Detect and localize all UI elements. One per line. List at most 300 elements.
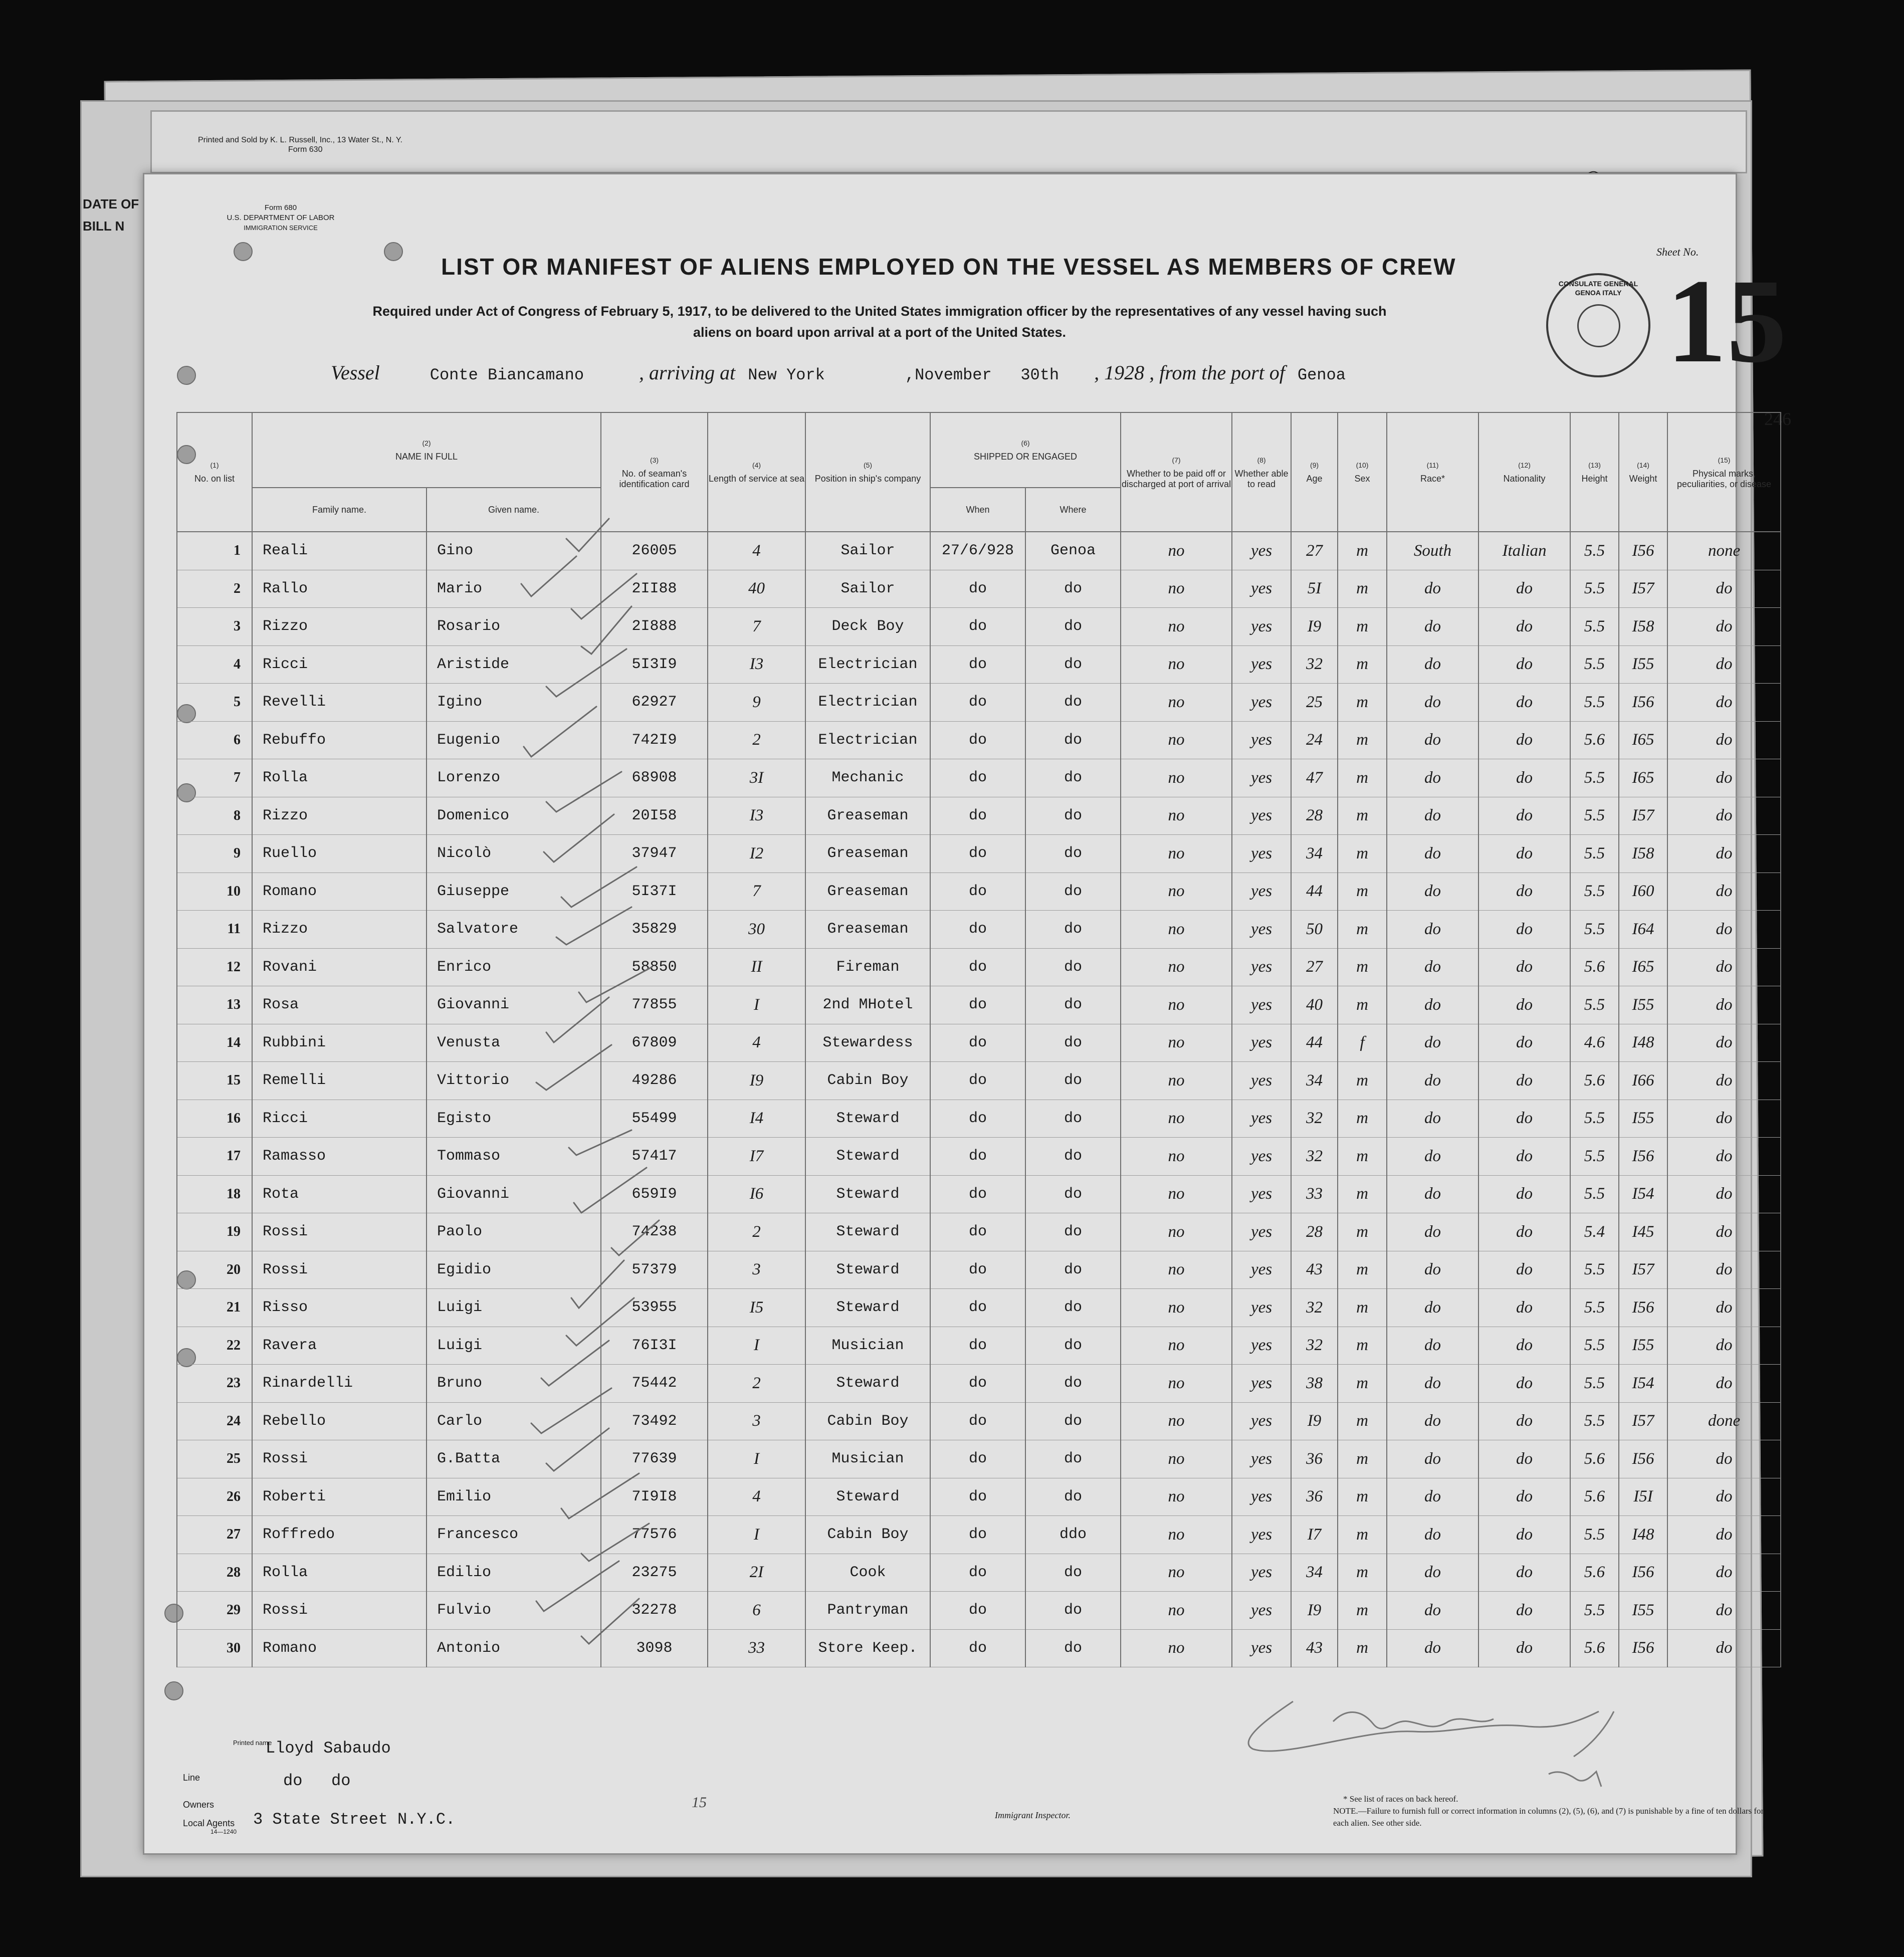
cell-where: do	[1025, 1024, 1121, 1062]
cell-position: Cabin Boy	[805, 1516, 930, 1554]
col-paid-off-header	[1121, 412, 1232, 532]
owners-value: do do	[283, 1772, 351, 1790]
cell-marks: do	[1667, 948, 1781, 986]
form-number: Form 680	[264, 203, 297, 212]
col-family-name-header: Family name.	[252, 488, 427, 532]
cell-race: do	[1387, 1365, 1478, 1403]
col-race-header	[1387, 412, 1478, 532]
cell-sex: m	[1338, 1175, 1387, 1213]
cell-paid-off: no	[1121, 873, 1232, 911]
cell-age: 32	[1291, 1289, 1338, 1327]
cell-read: yes	[1232, 1402, 1291, 1440]
cell-paid-off: no	[1121, 1592, 1232, 1630]
cell-weight: I56	[1619, 1289, 1667, 1327]
cell-given: Vittorio	[427, 1062, 601, 1100]
cell-no: 2	[177, 570, 252, 608]
cell-service: I	[708, 1516, 805, 1554]
cell-sex: m	[1338, 986, 1387, 1024]
cell-family: Rota	[252, 1175, 427, 1213]
cell-marks: do	[1667, 1629, 1781, 1667]
cell-weight: I45	[1619, 1213, 1667, 1251]
cell-card: 73492	[601, 1402, 708, 1440]
cell-when: do	[930, 570, 1025, 608]
cell-marks: do	[1667, 570, 1781, 608]
cell-age: 36	[1291, 1440, 1338, 1478]
col-weight-header	[1619, 412, 1667, 532]
col-label: Height	[1581, 474, 1608, 484]
cell-when: do	[930, 1289, 1025, 1327]
cell-card: 77855	[601, 986, 708, 1024]
cell-marks: do	[1667, 1327, 1781, 1365]
cell-service: I	[708, 1440, 805, 1478]
table-row	[177, 948, 1781, 986]
cell-paid-off: no	[1121, 1478, 1232, 1516]
cell-family: Ruello	[252, 835, 427, 873]
cell-given: Francesco	[427, 1516, 601, 1554]
cell-position: Steward	[805, 1251, 930, 1289]
cell-given: Fulvio	[427, 1592, 601, 1630]
cell-when: do	[930, 1251, 1025, 1289]
cell-age: 43	[1291, 1251, 1338, 1289]
cell-service: 33	[708, 1629, 805, 1667]
cell-race: do	[1387, 570, 1478, 608]
cell-height: 5.5	[1570, 873, 1619, 911]
cell-height: 5.5	[1570, 1100, 1619, 1138]
cell-given: Egisto	[427, 1100, 601, 1138]
cell-service: I6	[708, 1175, 805, 1213]
col-shipped-header	[930, 412, 1121, 488]
cell-no: 10	[177, 873, 252, 911]
cell-card: 74238	[601, 1213, 708, 1251]
cell-weight: I54	[1619, 1365, 1667, 1403]
cell-when: do	[930, 1402, 1025, 1440]
cell-age: 38	[1291, 1365, 1338, 1403]
cell-height: 5.5	[1570, 1175, 1619, 1213]
cell-height: 5.6	[1570, 948, 1619, 986]
arrival-port: New York	[748, 366, 825, 384]
cell-age: 34	[1291, 1554, 1338, 1592]
cell-given: Giovanni	[427, 1175, 601, 1213]
cell-given: Emilio	[427, 1478, 601, 1516]
cell-age: 33	[1291, 1175, 1338, 1213]
cell-paid-off: no	[1121, 1138, 1232, 1176]
cell-nationality: Italian	[1478, 532, 1570, 570]
cell-paid-off: no	[1121, 721, 1232, 759]
cell-marks: done	[1667, 1402, 1781, 1440]
cell-read: yes	[1232, 721, 1291, 759]
punch-hole	[177, 366, 196, 385]
department: U.S. DEPARTMENT OF LABOR	[227, 213, 335, 222]
col-label: No. of seaman's identification card	[619, 468, 690, 489]
cell-read: yes	[1232, 1175, 1291, 1213]
cell-race: do	[1387, 1516, 1478, 1554]
cell-height: 5.5	[1570, 1251, 1619, 1289]
year-prefix: , 19	[1094, 361, 1125, 384]
cell-race: do	[1387, 684, 1478, 722]
cell-height: 4.6	[1570, 1024, 1619, 1062]
col-number: (10)	[1356, 461, 1369, 469]
table-row	[177, 759, 1781, 797]
cell-marks: do	[1667, 1100, 1781, 1138]
cell-no: 22	[177, 1327, 252, 1365]
cell-nationality: do	[1478, 1365, 1570, 1403]
cell-position: Deck Boy	[805, 608, 930, 646]
cell-paid-off: no	[1121, 797, 1232, 835]
cell-read: yes	[1232, 797, 1291, 835]
cell-read: yes	[1232, 1478, 1291, 1516]
table-row	[177, 1554, 1781, 1592]
cell-card: 49286	[601, 1062, 708, 1100]
cell-card: 32278	[601, 1592, 708, 1630]
col-given-name-header: Given name.	[427, 488, 601, 532]
cell-weight: I5I	[1619, 1478, 1667, 1516]
cell-position: Electrician	[805, 645, 930, 684]
cell-age: 34	[1291, 1062, 1338, 1100]
cell-marks: do	[1667, 1365, 1781, 1403]
cell-race: do	[1387, 1327, 1478, 1365]
printed-name-label: Printed name	[233, 1739, 272, 1747]
cell-family: Rossi	[252, 1440, 427, 1478]
cell-when: do	[930, 759, 1025, 797]
cell-where: do	[1025, 570, 1121, 608]
table-row	[177, 532, 1781, 570]
cell-read: yes	[1232, 948, 1291, 986]
cell-read: yes	[1232, 1289, 1291, 1327]
cell-family: Rossi	[252, 1213, 427, 1251]
cell-no: 5	[177, 684, 252, 722]
cell-when: do	[930, 1440, 1025, 1478]
cell-nationality: do	[1478, 986, 1570, 1024]
cell-family: Rebuffo	[252, 721, 427, 759]
cell-service: I4	[708, 1100, 805, 1138]
cell-read: yes	[1232, 1024, 1291, 1062]
cell-no: 4	[177, 645, 252, 684]
cell-family: Rebello	[252, 1402, 427, 1440]
col-number: (15)	[1718, 456, 1731, 464]
cell-race: South	[1387, 532, 1478, 570]
cell-family: Rizzo	[252, 608, 427, 646]
cell-age: I9	[1291, 1402, 1338, 1440]
cell-given: Aristide	[427, 645, 601, 684]
cell-when: do	[930, 911, 1025, 949]
cell-read: yes	[1232, 1251, 1291, 1289]
cell-paid-off: no	[1121, 1213, 1232, 1251]
cell-race: do	[1387, 1062, 1478, 1100]
cell-age: 25	[1291, 684, 1338, 722]
cell-race: do	[1387, 873, 1478, 911]
cell-no: 27	[177, 1516, 252, 1554]
cell-family: Remelli	[252, 1062, 427, 1100]
cell-given: Nicolò	[427, 835, 601, 873]
cell-no: 28	[177, 1554, 252, 1592]
cell-paid-off: no	[1121, 1402, 1232, 1440]
cell-given: Bruno	[427, 1365, 601, 1403]
cell-family: Rizzo	[252, 911, 427, 949]
cell-age: 43	[1291, 1629, 1338, 1667]
cell-given: Igino	[427, 684, 601, 722]
cell-position: Store Keep.	[805, 1629, 930, 1667]
cell-given: Lorenzo	[427, 759, 601, 797]
cell-given: Rosario	[427, 608, 601, 646]
cell-weight: I58	[1619, 835, 1667, 873]
cell-sex: m	[1338, 873, 1387, 911]
cell-nationality: do	[1478, 645, 1570, 684]
punch-hole	[164, 1681, 183, 1700]
cell-when: do	[930, 684, 1025, 722]
cell-race: do	[1387, 1175, 1478, 1213]
cell-nationality: do	[1478, 1024, 1570, 1062]
table-row	[177, 797, 1781, 835]
col-number: (7)	[1172, 456, 1181, 464]
cell-age: 47	[1291, 759, 1338, 797]
cell-nationality: do	[1478, 1100, 1570, 1138]
cell-paid-off: no	[1121, 1327, 1232, 1365]
cell-where: do	[1025, 1062, 1121, 1100]
cell-read: yes	[1232, 608, 1291, 646]
cell-when: do	[930, 1327, 1025, 1365]
col-label: Physical marks, peculiarities, or disease	[1676, 468, 1772, 489]
cell-nationality: do	[1478, 721, 1570, 759]
cell-age: I9	[1291, 1592, 1338, 1630]
cell-marks: do	[1667, 1554, 1781, 1592]
cell-read: yes	[1232, 1629, 1291, 1667]
table-row	[177, 1289, 1781, 1327]
agents-value: 3 State Street N.Y.C.	[253, 1810, 456, 1829]
crew-manifest-table	[176, 412, 1781, 1667]
cell-given: G.Batta	[427, 1440, 601, 1478]
cell-when: do	[930, 1138, 1025, 1176]
cell-weight: I48	[1619, 1024, 1667, 1062]
col-age-header	[1291, 412, 1338, 532]
cell-where: Genoa	[1025, 532, 1121, 570]
cell-paid-off: no	[1121, 645, 1232, 684]
cell-service: I	[708, 986, 805, 1024]
cell-service: 2	[708, 721, 805, 759]
cell-when: do	[930, 835, 1025, 873]
cell-marks: do	[1667, 645, 1781, 684]
table-row	[177, 1478, 1781, 1516]
cell-position: Pantryman	[805, 1592, 930, 1630]
table-row	[177, 1402, 1781, 1440]
cell-given: Eugenio	[427, 721, 601, 759]
cell-service: I2	[708, 835, 805, 873]
cell-weight: I57	[1619, 1402, 1667, 1440]
cell-card: 2I888	[601, 608, 708, 646]
vessel-label: Vessel	[331, 361, 380, 384]
cell-card: 77639	[601, 1440, 708, 1478]
cell-when: do	[930, 1365, 1025, 1403]
table-row	[177, 1213, 1781, 1251]
cell-race: do	[1387, 1024, 1478, 1062]
cell-no: 30	[177, 1629, 252, 1667]
cell-position: Sailor	[805, 570, 930, 608]
cell-no: 16	[177, 1100, 252, 1138]
col-marks-header	[1667, 412, 1781, 532]
cell-height: 5.5	[1570, 1402, 1619, 1440]
cell-position: Greaseman	[805, 873, 930, 911]
table-row	[177, 684, 1781, 722]
cell-service: 30	[708, 911, 805, 949]
cell-card: 37947	[601, 835, 708, 873]
cell-paid-off: no	[1121, 1175, 1232, 1213]
cell-service: 4	[708, 1024, 805, 1062]
cell-weight: I55	[1619, 1327, 1667, 1365]
cell-card: 57379	[601, 1251, 708, 1289]
cell-family: Rubbini	[252, 1024, 427, 1062]
table-row	[177, 570, 1781, 608]
cell-weight: I58	[1619, 608, 1667, 646]
col-number: (5)	[863, 461, 873, 469]
table-row	[177, 645, 1781, 684]
inspector-signature	[1233, 1681, 1674, 1802]
cell-marks: do	[1667, 1516, 1781, 1554]
cell-family: Ramasso	[252, 1138, 427, 1176]
cell-family: Rosa	[252, 986, 427, 1024]
cell-nationality: do	[1478, 684, 1570, 722]
table-row	[177, 1251, 1781, 1289]
cell-age: 32	[1291, 1100, 1338, 1138]
col-name-header	[252, 412, 601, 488]
cell-nationality: do	[1478, 1629, 1570, 1667]
cell-when: do	[930, 608, 1025, 646]
col-number: (2)	[422, 439, 431, 447]
printer-credit	[198, 135, 402, 154]
cell-position: Steward	[805, 1213, 930, 1251]
cell-marks: do	[1667, 873, 1781, 911]
cell-read: yes	[1232, 873, 1291, 911]
cell-family: Romano	[252, 873, 427, 911]
cell-given: Enrico	[427, 948, 601, 986]
cell-weight: I66	[1619, 1062, 1667, 1100]
cell-given: Edilio	[427, 1554, 601, 1592]
cell-race: do	[1387, 1100, 1478, 1138]
cell-position: Greaseman	[805, 797, 930, 835]
cell-sex: m	[1338, 684, 1387, 722]
cell-marks: do	[1667, 1251, 1781, 1289]
col-card-header	[601, 412, 708, 532]
from-label: , from the port of	[1149, 361, 1285, 384]
cell-height: 5.5	[1570, 911, 1619, 949]
cell-race: do	[1387, 986, 1478, 1024]
cell-weight: I57	[1619, 570, 1667, 608]
cell-where: do	[1025, 1327, 1121, 1365]
cell-service: 6	[708, 1592, 805, 1630]
cell-no: 26	[177, 1478, 252, 1516]
cell-sex: m	[1338, 1516, 1387, 1554]
cell-sex: m	[1338, 1062, 1387, 1100]
cell-position: Cabin Boy	[805, 1402, 930, 1440]
cell-race: do	[1387, 948, 1478, 986]
cell-position: Cook	[805, 1554, 930, 1592]
cell-position: Greaseman	[805, 835, 930, 873]
cell-nationality: do	[1478, 1478, 1570, 1516]
cell-service: 7	[708, 608, 805, 646]
cell-nationality: do	[1478, 1175, 1570, 1213]
cell-card: 20I58	[601, 797, 708, 835]
vessel-name: Conte Biancamano	[430, 366, 584, 384]
cell-weight: I56	[1619, 1138, 1667, 1176]
cell-no: 8	[177, 797, 252, 835]
cell-sex: m	[1338, 1592, 1387, 1630]
cell-height: 5.5	[1570, 835, 1619, 873]
col-number: (14)	[1637, 461, 1649, 469]
cell-sex: m	[1338, 797, 1387, 835]
cell-service: I3	[708, 797, 805, 835]
cell-sex: f	[1338, 1024, 1387, 1062]
cell-height: 5.6	[1570, 1440, 1619, 1478]
cell-no: 9	[177, 835, 252, 873]
cell-paid-off: no	[1121, 1251, 1232, 1289]
arriving-label: , arriving at	[639, 361, 736, 384]
cell-family: Rolla	[252, 1554, 427, 1592]
col-height-header	[1570, 412, 1619, 532]
cell-no: 18	[177, 1175, 252, 1213]
cell-age: 28	[1291, 1213, 1338, 1251]
col-read-header	[1232, 412, 1291, 532]
cell-when: do	[930, 873, 1025, 911]
cell-paid-off: no	[1121, 1024, 1232, 1062]
col-where-header: Where	[1025, 488, 1121, 532]
cell-sex: m	[1338, 1289, 1387, 1327]
cell-card: 26005	[601, 532, 708, 570]
cell-height: 5.5	[1570, 1327, 1619, 1365]
cell-card: 77576	[601, 1516, 708, 1554]
cell-read: yes	[1232, 1440, 1291, 1478]
cell-where: do	[1025, 608, 1121, 646]
cell-where: do	[1025, 1592, 1121, 1630]
cell-no: 25	[177, 1440, 252, 1478]
cell-race: do	[1387, 1629, 1478, 1667]
table-row	[177, 1592, 1781, 1630]
cell-where: do	[1025, 1213, 1121, 1251]
cell-marks: do	[1667, 835, 1781, 873]
cell-weight: I55	[1619, 1592, 1667, 1630]
cell-height: 5.5	[1570, 570, 1619, 608]
cell-when: do	[930, 1516, 1025, 1554]
cell-family: Rossi	[252, 1251, 427, 1289]
cell-sex: m	[1338, 608, 1387, 646]
cell-weight: I56	[1619, 1554, 1667, 1592]
cell-family: Rolla	[252, 759, 427, 797]
cell-nationality: do	[1478, 570, 1570, 608]
col-label: Nationality	[1503, 474, 1546, 484]
cell-paid-off: no	[1121, 1629, 1232, 1667]
cell-nationality: do	[1478, 1402, 1570, 1440]
cell-sex: m	[1338, 1440, 1387, 1478]
cell-card: 76I3I	[601, 1327, 708, 1365]
cell-given: Venusta	[427, 1024, 601, 1062]
cell-height: 5.5	[1570, 986, 1619, 1024]
cell-height: 5.5	[1570, 1138, 1619, 1176]
cell-given: Paolo	[427, 1213, 601, 1251]
cell-given: Egidio	[427, 1251, 601, 1289]
cell-paid-off: no	[1121, 532, 1232, 570]
cell-race: do	[1387, 1213, 1478, 1251]
table-row	[177, 1175, 1781, 1213]
table-row	[177, 1100, 1781, 1138]
cell-position: Steward	[805, 1478, 930, 1516]
cell-service: I3	[708, 645, 805, 684]
cell-service: 2	[708, 1365, 805, 1403]
cell-nationality: do	[1478, 911, 1570, 949]
cell-weight: I65	[1619, 759, 1667, 797]
cell-sex: m	[1338, 1251, 1387, 1289]
col-position-header	[805, 412, 930, 532]
cell-position: Steward	[805, 1138, 930, 1176]
cell-position: 2nd MHotel	[805, 986, 930, 1024]
cell-where: do	[1025, 1365, 1121, 1403]
cell-age: 32	[1291, 1327, 1338, 1365]
